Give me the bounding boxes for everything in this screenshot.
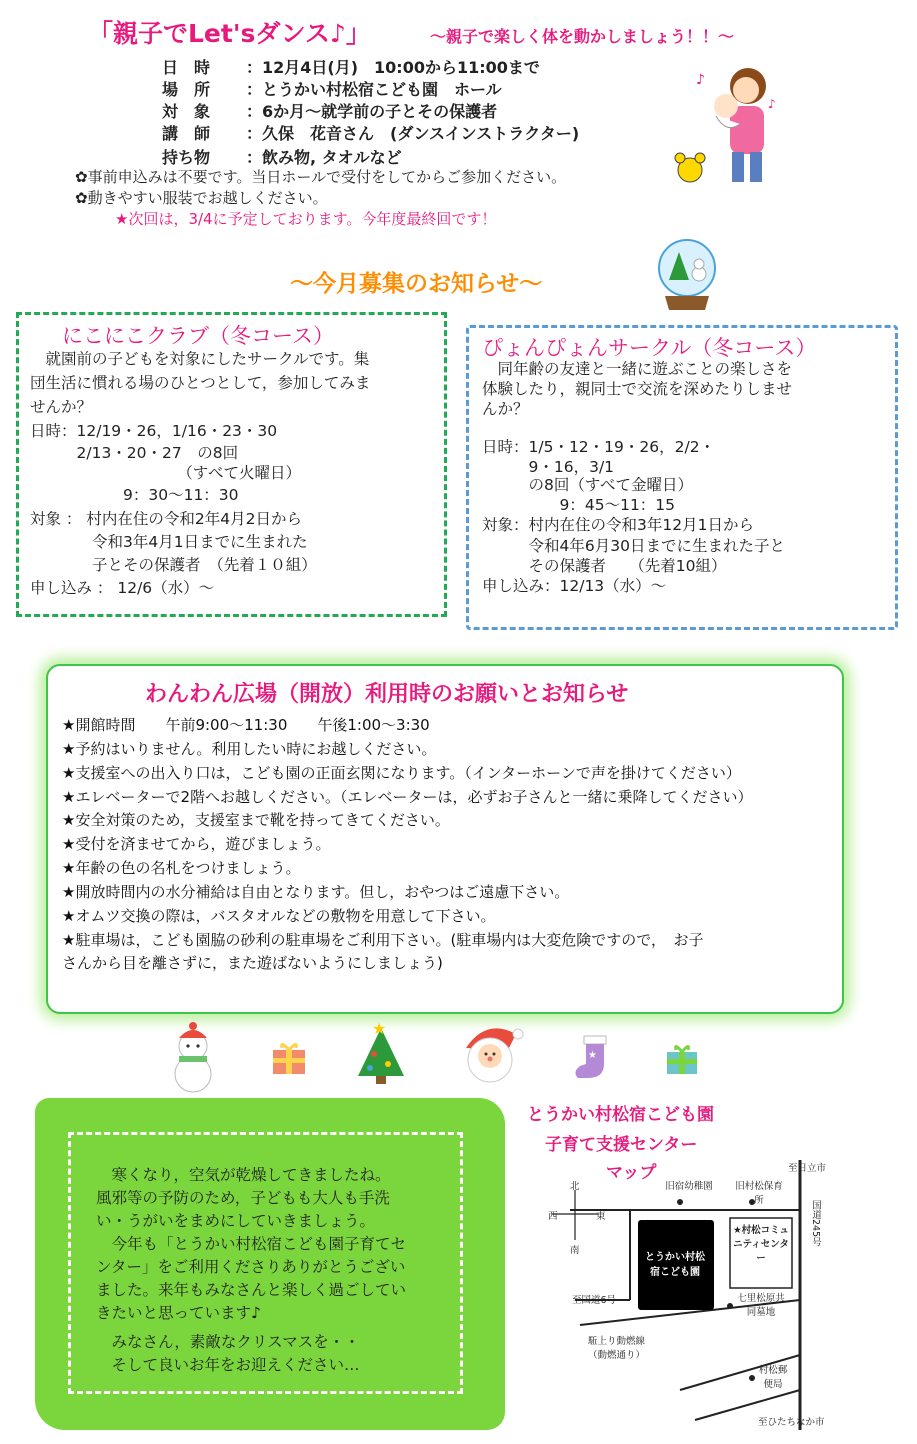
message-line: ンター」をご利用くださりありがとうござい [96, 1258, 406, 1276]
wanwan-line: ★支援室への出入り口は，こども園の正面玄関になります。（インターホーンで声を掛けてください） [62, 764, 741, 782]
pyon-line: んか？ [482, 400, 529, 418]
compass-east: 東 [596, 1211, 606, 1222]
dance-row-instructor: 講 師 ：久保 花音さん (ダンスインストラクター) [162, 124, 580, 143]
christmas-tree-icon [352, 1020, 410, 1086]
niko-line: 団生活に慣れる場のひとつとして，参加してみま [30, 374, 371, 392]
pyon-line: その保護者 （先着10組） [482, 557, 727, 575]
map-label-kindergarten-old: 旧宿幼稚園 [665, 1181, 713, 1192]
svg-text:♪: ♪ [696, 72, 705, 88]
santa-face-icon [456, 1022, 524, 1086]
niko-line: 9：30～11：30 [30, 486, 239, 504]
dance-subtitle: ～親子で楽しく体を動かしましょう！！～ [430, 27, 735, 46]
snow-globe-icon [655, 238, 719, 314]
niko-club-title: にこにこクラブ（冬コース） [62, 324, 334, 348]
pyon-circle-title: ぴょんぴょんサークル（冬コース） [482, 336, 817, 360]
niko-line: 2/13・20・27 の8回 [30, 444, 239, 462]
wanwan-line: ★エレベーターで2階へお越しください。（エレベーターは，必ずお子さんと一緒に乗降してください） [62, 788, 753, 806]
recruit-title: ～今月募集のお知らせ～ [290, 271, 543, 297]
map-label-community-center: ★村松コミュニティセンター [733, 1225, 789, 1264]
message-line: ました。来年もみなさんと楽しく過ごしてい [96, 1281, 407, 1299]
wanwan-line: さんから目を離さずに，また遊ばないようにしましょう) [62, 954, 443, 972]
map-title-2: 子育て支援センター [545, 1135, 698, 1155]
message-line: 風邪等の予防のため，子どもも大人も手洗 [96, 1189, 390, 1207]
compass-south: 南 [570, 1245, 580, 1256]
map-label-route245: 国道245号 [810, 1200, 821, 1247]
message-line: きたいと思っています♪ [96, 1304, 261, 1322]
map-label-main-building: とうかい村松宿こども園 [645, 1252, 705, 1278]
svg-text:★: ★ [588, 1050, 597, 1061]
map-label-route6: 至国道6号 [572, 1295, 617, 1306]
niko-line: 就園前の子どもを対象にしたサークルです。集 [30, 350, 370, 368]
dance-row-target: 対 象 ：6か月～就学前の子とその保護者 [162, 102, 498, 121]
map-label-post-office: 村松郵便局 [758, 1365, 788, 1390]
map-label-cemetery: 七里松原共同墓地 [737, 1293, 785, 1318]
niko-line: 令和3年4月1日までに生まれた [30, 533, 308, 551]
message-line: 寒くなり，空気が乾燥してきましたね。 [96, 1166, 391, 1184]
dance-row-place: 場 所 ：とうかい村松宿こども園 ホール [162, 80, 502, 99]
map-label-line: 駈上り動燃線（動燃通り） [588, 1336, 646, 1361]
map-title-1: とうかい村松宿こども園 [527, 1105, 714, 1125]
pyon-line: 申し込み：12/13（水）～ [482, 577, 667, 595]
message-line: 今年も「とうかい村松宿こども園子育てセ [96, 1235, 407, 1253]
wanwan-line: ★受付を済ませてから，遊びましょう。 [62, 835, 331, 853]
niko-line: せんか？ [30, 398, 93, 416]
wanwan-line: ★開放時間内の水分補給は自由となります。但し，おやつはご遠慮下さい。 [62, 883, 570, 901]
wanwan-line: ★駐車場は，こども園脇の砂利の駐車場をご利用下さい。(駐車場内は大変危険ですので， お子 [62, 931, 704, 949]
pyon-line: 体験したり，親同士で交流を深めたりしませ [482, 380, 793, 398]
pyon-line: 日時：1/5・12・19・26，2/2・ [482, 438, 716, 456]
mother-baby-illustration [668, 58, 788, 193]
svg-text:★: ★ [372, 1020, 387, 1038]
wanwan-title: わんわん広場（開放）利用時のお願いとお知らせ [145, 682, 629, 707]
dance-note-2: ✿動きやすい服装でお越しください。 [75, 189, 328, 207]
compass-north: 北 [570, 1181, 580, 1192]
pyon-line: 対象：村内在住の令和3年12月1日から [482, 516, 754, 534]
pyon-line: 9・16，3/1 [482, 458, 615, 476]
dance-title: 「親子でLet'sダンス♪」 [88, 19, 371, 48]
pyon-line: 令和4年6月30日までに生まれた子と [482, 537, 785, 555]
map-label-south-road: 至ひたちなか市 [758, 1417, 825, 1428]
map-label-north-road: 至日立市 [788, 1163, 827, 1174]
wanwan-line: ★安全対策のため，支援室まで靴を持ってきてください。 [62, 811, 450, 829]
message-line: い・うがいをまめにしていきましょう。 [96, 1212, 376, 1230]
niko-line: （すべて火曜日） [30, 464, 301, 482]
wanwan-line: ★予約はいりません。利用したい時にお越しください。 [62, 740, 437, 758]
pyon-line: 同年齢の友達と一緒に遊ぶことの楽しさを [482, 360, 793, 378]
snowman-icon [165, 1022, 221, 1094]
pyon-line: 9：45～11：15 [482, 496, 676, 514]
niko-line: 対象 ： 村内在住の令和2年4月2日から [30, 510, 302, 528]
niko-line: 子とその保護者 （先着１０組） [30, 556, 317, 574]
message-line: みなさん，素敵なクリスマスを・・ [96, 1333, 360, 1351]
svg-text:♪: ♪ [768, 97, 776, 111]
christmas-stocking-icon [570, 1034, 618, 1084]
dance-row-items: 持ち物 ：飲み物, タオルなど [162, 148, 402, 167]
gift-box-icon [664, 1042, 700, 1076]
wanwan-line: ★開館時間 午前9:00～11:30 午後1:00～3:30 [62, 716, 430, 734]
wanwan-line: ★年齢の色の名札をつけましょう。 [62, 859, 301, 877]
message-line: そして良いお年をお迎えください… [96, 1356, 360, 1374]
wanwan-line: ★オムツ交換の際は，バスタオルなどの敷物を用意して下さい。 [62, 907, 496, 925]
niko-line: 申し込み ： 12/6（水）～ [30, 579, 215, 597]
dance-note-1: ✿事前申込みは不要です。当日ホールで受付をしてからご参加ください。 [75, 168, 567, 186]
pyon-line: の8回（すべて金曜日） [482, 476, 694, 494]
gift-box-icon [270, 1040, 308, 1076]
dance-next-notice: ★次回は，3/4に予定しております。今年度最終回です！ [115, 210, 497, 228]
dance-row-date: 日 時 ：12月4日(月) 10:00から11:00まで [162, 58, 540, 77]
compass-west: 西 [548, 1211, 558, 1222]
map-label-nursery-old: 旧村松保育所 [735, 1181, 783, 1206]
niko-line: 日時：12/19・26，1/16・23・30 [30, 422, 278, 440]
map-title-3: マップ [606, 1163, 657, 1183]
